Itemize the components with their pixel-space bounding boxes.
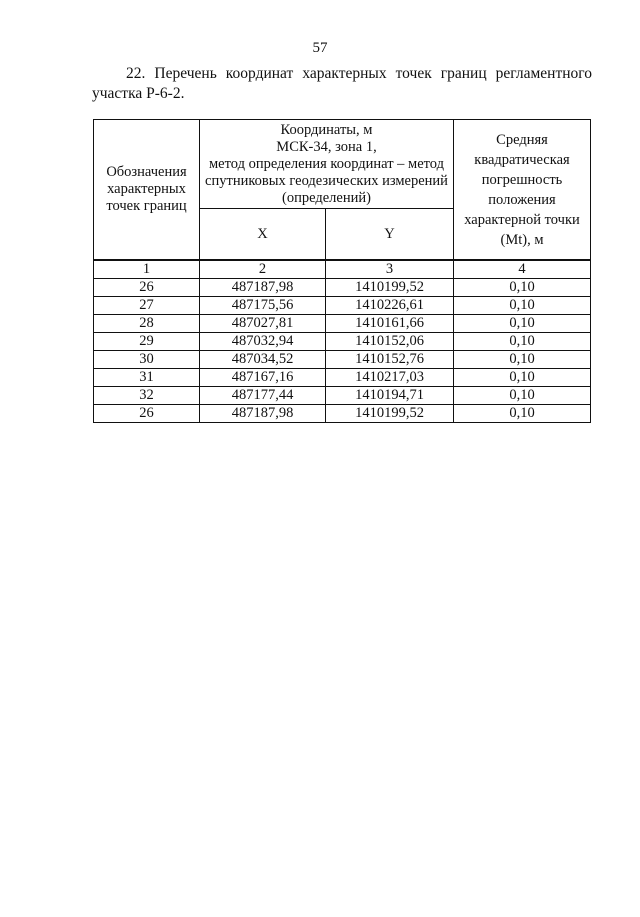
cell-mt: 0,10 [454,279,591,297]
table-row [94,333,591,351]
section-heading-line-2: участка Р-6-2. [92,85,185,102]
cell-y: 1410152,06 [326,333,454,351]
coordinates-table [93,119,591,423]
table-row [94,297,591,315]
cell-point: 29 [94,333,200,351]
cell-x: 487177,44 [200,387,326,405]
header-y-label: Y [326,209,454,261]
cell-mt: 0,10 [454,369,591,387]
cell-x: 487175,56 [200,297,326,315]
cell-x: 487187,98 [200,405,326,423]
page-number: 57 [312,40,328,56]
cell-y: 1410199,52 [326,279,454,297]
cell-y: 1410226,61 [326,297,454,315]
cell-point: 27 [94,297,200,315]
cell-x: 487167,16 [200,369,326,387]
header-coordinates-label: Координаты, м МСК-34, зона 1, метод определения координат – метод спутниковых геодезических измерений (определений) [200,120,454,209]
header-error-label: Средняя квадратическая погрешность положения характерной точки (Mt), м [454,120,591,261]
table-row [94,351,591,369]
cell-y: 1410152,76 [326,351,454,369]
table-row [94,369,591,387]
column-number: 2 [200,260,326,279]
cell-y: 1410199,52 [326,405,454,423]
header-points-label: Обозначения характерных точек границ [94,120,200,261]
cell-y: 1410161,66 [326,315,454,333]
cell-point: 26 [94,279,200,297]
cell-mt: 0,10 [454,315,591,333]
header-x-label: X [200,209,326,261]
column-number: 3 [326,260,454,279]
column-number-row [94,260,591,279]
cell-mt: 0,10 [454,351,591,369]
cell-point: 28 [94,315,200,333]
cell-x: 487027,81 [200,315,326,333]
table-row [94,387,591,405]
cell-point: 30 [94,351,200,369]
cell-x: 487034,52 [200,351,326,369]
cell-x: 487187,98 [200,279,326,297]
cell-point: 32 [94,387,200,405]
cell-mt: 0,10 [454,297,591,315]
column-number: 1 [94,260,200,279]
cell-mt: 0,10 [454,405,591,423]
table-row [94,405,591,423]
section-heading [92,64,592,104]
table-row [94,279,591,297]
cell-point: 31 [94,369,200,387]
cell-mt: 0,10 [454,333,591,351]
cell-point: 26 [94,405,200,423]
cell-mt: 0,10 [454,387,591,405]
table-row [94,315,591,333]
cell-y: 1410217,03 [326,369,454,387]
section-heading-line-1: 22. Перечень координат характерных точек границ регламентного [126,65,592,82]
cell-y: 1410194,71 [326,387,454,405]
cell-x: 487032,94 [200,333,326,351]
column-number: 4 [454,260,591,279]
